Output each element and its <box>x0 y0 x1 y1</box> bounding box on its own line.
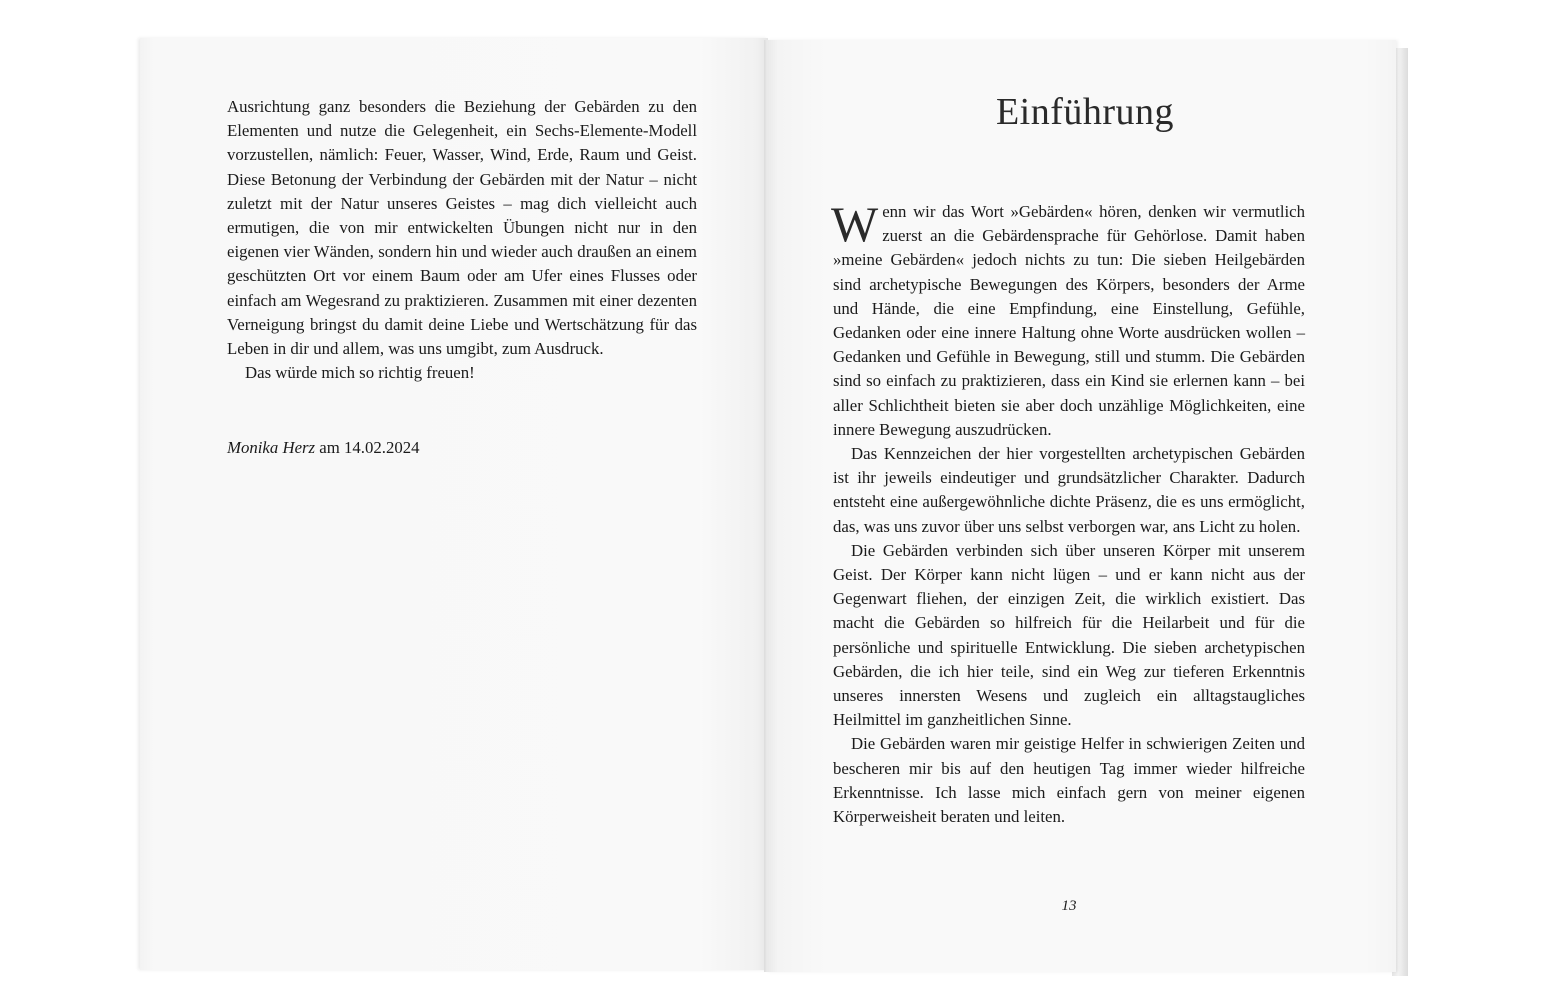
left-paragraph-1: Ausrichtung ganz besonders die Beziehung der Gebärden zu den Elementen und nutze die Gelegenheit, ein Sechs-Elemente-Modell vorzustellen, nämlich: Feuer, Wasser, Wind, Erde, Raum und Geist. Diese Betonung der Verbindung der Gebärden mit der Natur – nicht zuletzt mit der Natur unseres Geistes – mag dich vielleicht auch ermutigen, die von mir entwickelten Übungen nicht nur in den eigenen vier Wänden, sondern hin und wieder auch draußen an einem geschützten Ort vor einem Baum oder am Ufer eines Flusses oder einfach am Wegesrand zu praktizieren. Zusammen mit einer dezenten Verneigung bringst du damit deine Liebe und Wertschätzung für das Leben in dir und allem, was uns umgibt, zum Ausdruck. <box>227 97 697 359</box>
signature <box>227 438 420 458</box>
signature-author: Monika Herz <box>227 438 316 457</box>
page-number: 13 <box>1061 898 1077 914</box>
right-paragraph-3: Die Gebärden verbinden sich über unseren Körper mit unserem Geist. Der Körper kann nicht lügen – und er kann nicht aus der Gegenwart fliehen, der einzigen Zeit, die wirklich existiert. Das macht die Gebärden so hilfreich für die Heilarbeit und für die persönliche und spirituelle Entwicklung. Die sieben archetypischen Gebärden, die ich hier teile, sind ein Weg zur tieferen Erkenntnis unseres innersten Wesens und zugleich ein alltagstaugliches Heilmittel im ganzheitlichen Sinne. <box>833 540 1305 730</box>
dropcap-letter: W <box>831 196 879 252</box>
signature-date: am 14.02.2024 <box>319 438 420 457</box>
left-page <box>140 38 768 970</box>
right-paragraph-1-text: enn wir das Wort »Gebärden« hören, denken wir vermutlich zuerst an die Gebärdensprache für Gehörlose. Damit haben »meine Gebärden« jedoch nichts zu tun: Die sieben Heilgebärden sind archetypische Bewegungen des Körpers, besonders der Arme und Hände, die eine Empfindung, eine Einstellung, Gefühle, Gedanken oder eine innere Haltung ohne Worte ausdrücken wollen – Gedanken und Gefühle in Bewegung, still und stumm. Die Gebärden sind so einfach zu praktizieren, dass ein Kind sie erlernen kann – bei aller Schlichtheit bieten sie aber doch unzählige Möglichkeiten, eine innere Bewegung auszudrücken. <box>833 202 1305 439</box>
right-paragraph-2: Das Kennzeichen der hier vorgestellten archetypischen Gebärden ist ihr jeweils eindeutiger und grundsätzlicher Charakter. Dadurch entsteht eine außergewöhnliche dichte Präsenz, die es uns ermöglicht, das, was uns zuvor über uns selbst verborgen war, ans Licht zu holen. <box>833 444 1305 536</box>
left-paragraph-2: Das würde mich so richtig freuen! <box>245 363 475 383</box>
right-paragraph-1 <box>831 196 1305 442</box>
left-page-body <box>227 95 697 385</box>
right-page <box>766 40 1396 972</box>
right-paragraph-4: Die Gebärden waren mir geistige Helfer in schwierigen Zeiten und bescheren mir bis auf den heutigen Tag immer wieder hilfreiche Erkenntnisse. Ich lasse mich einfach gern von meiner eigenen Körperweisheit beraten und leiten. <box>833 734 1305 827</box>
chapter-title: Einführung <box>995 91 1175 133</box>
right-page-body <box>831 196 1305 829</box>
